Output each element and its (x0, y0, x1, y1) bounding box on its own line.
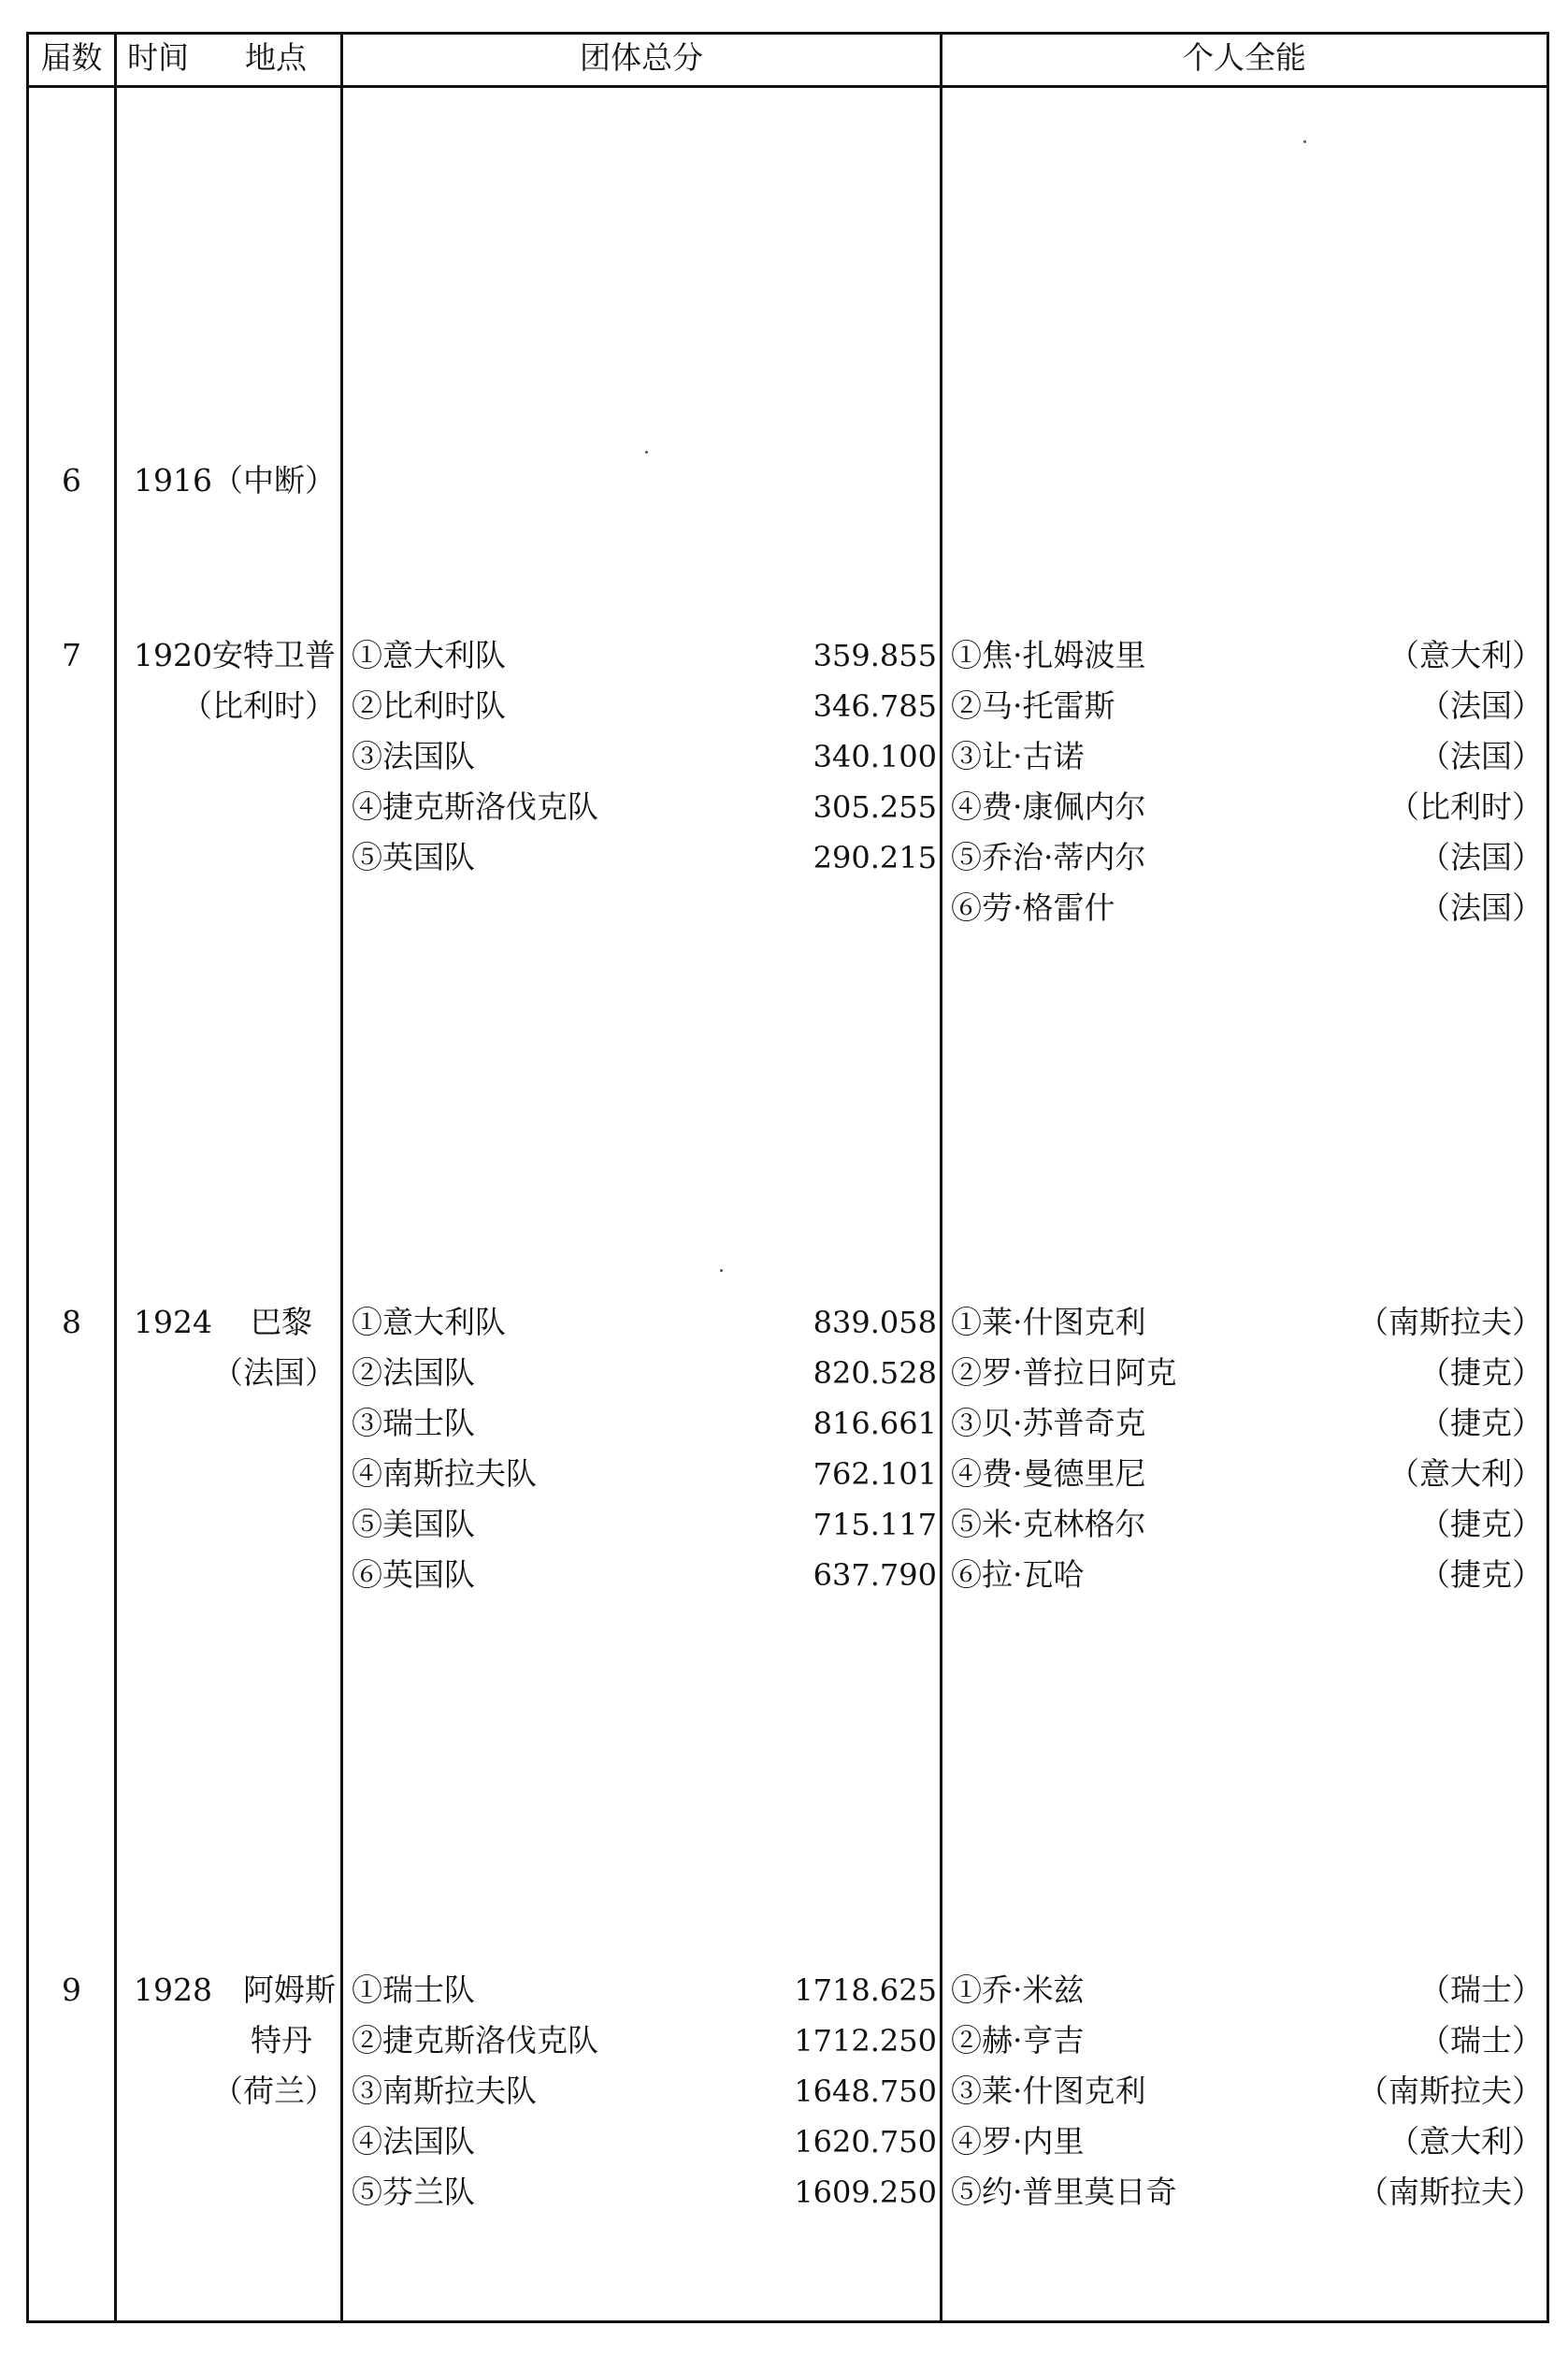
gymnast-country: （意大利） (1388, 1455, 1543, 1492)
edition-location-line: （荷兰） (212, 2073, 336, 2109)
gymnast-country: （比利时） (1388, 788, 1543, 825)
team-score: 1620.750 (794, 2124, 937, 2160)
gymnast-country: （意大利） (1388, 637, 1543, 673)
gymnast-name: ⑤约·普里莫日奇 (951, 2174, 1177, 2210)
team-name: ⑥英国队 (352, 1556, 475, 1593)
gymnast-country: （瑞士） (1419, 2022, 1543, 2059)
gymnast-country: （法国） (1419, 738, 1543, 774)
gymnast-country: （南斯拉夫） (1358, 2174, 1543, 2210)
gymnast-country: （法国） (1419, 687, 1543, 724)
edition-location-line: 阿姆斯 (243, 1972, 336, 2008)
table-bottom-border (26, 2320, 1549, 2323)
team-name: ⑤美国队 (352, 1506, 475, 1542)
gymnast-name: ②罗·普拉日阿克 (951, 1354, 1177, 1391)
team-score: 340.100 (813, 739, 937, 774)
edition-year: 1928 (134, 1972, 212, 2008)
column-divider-team (940, 32, 942, 2323)
edition-location-line: （中断） (212, 462, 336, 498)
team-score: 359.855 (813, 638, 937, 673)
edition-number: 7 (62, 637, 81, 673)
gymnast-name: ⑤乔治·蒂内尔 (951, 839, 1146, 875)
edition-year: 1916 (134, 462, 212, 498)
gymnast-country: （捷克） (1419, 1556, 1543, 1593)
team-name: ⑤英国队 (352, 839, 475, 875)
team-score: 1718.625 (794, 1972, 937, 2008)
team-score: 290.215 (813, 840, 937, 875)
team-name: ④法国队 (352, 2123, 475, 2160)
scan-speck (1303, 140, 1306, 143)
gymnast-name: ④费·曼德里尼 (951, 1455, 1146, 1492)
edition-location-line: 巴黎 (251, 1304, 312, 1340)
edition-number: 6 (62, 462, 81, 498)
header-bottom-border (26, 85, 1549, 88)
gymnast-name: ④费·康佩内尔 (951, 788, 1146, 825)
edition-location-line: 安特卫普 (212, 637, 336, 673)
column-divider-location (340, 32, 343, 2323)
scan-speck (645, 451, 648, 454)
edition-number: 8 (62, 1304, 81, 1340)
gymnast-country: （法国） (1419, 839, 1543, 875)
team-name: ②捷克斯洛伐克队 (352, 2022, 598, 2059)
gymnast-name: ①莱·什图克利 (951, 1304, 1146, 1340)
scan-speck (720, 1269, 723, 1272)
header-individual-all-around: 个人全能 (1183, 39, 1306, 76)
edition-number: 9 (62, 1972, 81, 2008)
gymnast-name: ③贝·苏普奇克 (951, 1405, 1146, 1441)
team-name: ④南斯拉夫队 (352, 1455, 537, 1492)
column-divider-edition (114, 32, 117, 2323)
gymnast-name: ①焦·扎姆波里 (951, 637, 1146, 673)
header-location: 地点 (245, 39, 307, 76)
team-name: ①瑞士队 (352, 1972, 475, 2008)
team-score: 305.255 (813, 789, 937, 825)
team-score: 762.101 (813, 1456, 937, 1492)
edition-location-line: （比利时） (181, 687, 336, 724)
team-name: ⑤芬兰队 (352, 2174, 475, 2210)
team-score: 820.528 (813, 1355, 937, 1391)
gymnast-name: ⑤米·克林格尔 (951, 1506, 1146, 1542)
team-name: ①意大利队 (352, 637, 506, 673)
gymnast-name: ③让·古诺 (951, 738, 1085, 774)
table-right-border (1546, 32, 1549, 2323)
gymnast-country: （南斯拉夫） (1358, 2073, 1543, 2109)
edition-year: 1920 (134, 637, 212, 673)
team-score: 637.790 (813, 1557, 937, 1593)
edition-location-line: 特丹 (251, 2022, 312, 2059)
edition-year: 1924 (134, 1304, 212, 1340)
gymnast-name: ⑥拉·瓦哈 (951, 1556, 1085, 1593)
team-score: 1712.250 (794, 2023, 937, 2059)
team-name: ②法国队 (352, 1354, 475, 1391)
gymnast-country: （捷克） (1419, 1405, 1543, 1441)
gymnast-country: （意大利） (1388, 2123, 1543, 2160)
gymnast-country: （捷克） (1419, 1354, 1543, 1391)
gymnast-name: ③莱·什图克利 (951, 2073, 1146, 2109)
team-score: 1648.750 (794, 2073, 937, 2109)
team-name: ③瑞士队 (352, 1405, 475, 1441)
gymnast-name: ⑥劳·格雷什 (951, 889, 1115, 926)
team-score: 816.661 (813, 1406, 937, 1441)
gymnast-country: （南斯拉夫） (1358, 1304, 1543, 1340)
edition-location-line: （法国） (212, 1354, 336, 1391)
header-edition: 届数 (40, 39, 103, 76)
gymnast-country: （法国） (1419, 889, 1543, 926)
team-name: ④捷克斯洛伐克队 (352, 788, 598, 825)
gymnast-name: ②赫·亨吉 (951, 2022, 1085, 2059)
gymnast-country: （瑞士） (1419, 1972, 1543, 2008)
team-score: 1609.250 (794, 2174, 937, 2210)
gymnast-name: ④罗·内里 (951, 2123, 1085, 2160)
gymnast-country: （捷克） (1419, 1506, 1543, 1542)
gymnast-name: ①乔·米兹 (951, 1972, 1085, 2008)
team-name: ③法国队 (352, 738, 475, 774)
team-score: 715.117 (813, 1507, 937, 1542)
header-year: 时间 (127, 39, 189, 76)
team-name: ②比利时队 (352, 687, 506, 724)
team-score: 839.058 (813, 1305, 937, 1340)
team-name: ③南斯拉夫队 (352, 2073, 537, 2109)
header-team-score: 团体总分 (580, 39, 703, 76)
team-name: ①意大利队 (352, 1304, 506, 1340)
team-score: 346.785 (813, 688, 937, 724)
gymnast-name: ②马·托雷斯 (951, 687, 1115, 724)
